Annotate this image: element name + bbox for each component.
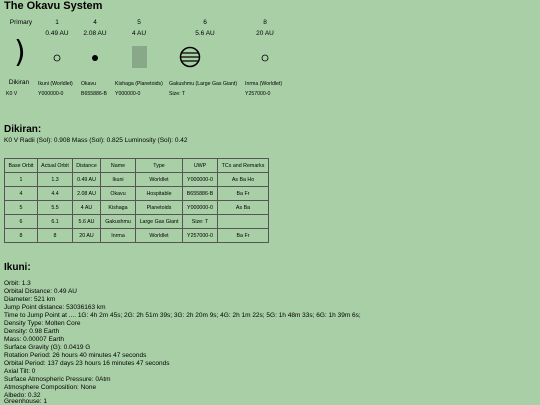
body-code: K0 V (6, 91, 18, 97)
orbit-distance: 4 AU (131, 30, 147, 37)
detail-line: Diameter: 521 km (4, 296, 56, 303)
detail-line: Density Type: Molten Core (4, 320, 81, 327)
detail-line: Greenhouse: 1 (4, 398, 48, 405)
table-row (5, 201, 269, 215)
table-cell: 20 AU (73, 229, 101, 243)
column-header: UWP (183, 159, 218, 173)
table-cell: Y000000-0 (183, 173, 218, 187)
body-name: Okavu (81, 81, 96, 87)
table-cell: 4 AU (73, 201, 101, 215)
star-arc-icon: ) (14, 35, 26, 70)
table-cell: 1.3 (38, 173, 73, 187)
table-cell: Planetoids (136, 201, 183, 215)
table-cell: 8 (5, 229, 38, 243)
asteroid-belt-icon (131, 45, 148, 69)
table-row (5, 215, 269, 229)
column-header: Base Orbit (5, 159, 38, 173)
orbit-distance: 5.6 AU (195, 30, 215, 37)
orbit-distance: 20 AU (256, 30, 274, 37)
star-summary: K0 V Radii (Sol): 0.908 Mass (Sol): 0.825 Luminosity (Sol): 0.42 (4, 137, 188, 144)
table-cell: Inrma (101, 229, 136, 243)
table-cell: B655886-B (183, 187, 218, 201)
body-code: Size: T (169, 91, 186, 97)
body-name: Dikiran (8, 79, 30, 86)
detail-line: Axial Tilt: 0 (4, 368, 36, 375)
table-cell: 6.1 (38, 215, 73, 229)
column-header: Distance (73, 159, 101, 173)
table-row (5, 187, 269, 201)
column-header: Name (101, 159, 136, 173)
orbit-distance: 0.49 AU (45, 30, 69, 37)
detail-line: Surface Gravity (G): 0.0419 G (4, 344, 91, 351)
table-header-row (5, 159, 269, 173)
body-code: Y257000-0 (245, 91, 271, 97)
orbit-label-primary: Primary (9, 19, 33, 26)
gas-giant-icon (179, 46, 201, 68)
table-cell (218, 215, 269, 229)
table-cell: 8 (38, 229, 73, 243)
page-title: The Okavu System (4, 0, 103, 12)
body-name: Gakushmu (Large Gas Giant) (169, 81, 238, 87)
table-cell: Worldlet (136, 173, 183, 187)
orbit-number: 5 (137, 19, 141, 26)
table-cell: 0.49 AU (73, 173, 101, 187)
body-name: Inrma (Worldlet) (245, 81, 283, 87)
detail-line: Rotation Period: 26 hours 40 minutes 47 seconds (4, 352, 147, 359)
table-row (5, 173, 269, 187)
table-cell: Kishaga (101, 201, 136, 215)
orbit-number: 8 (263, 19, 267, 26)
detail-line: Density: 0.98 Earth (4, 328, 60, 335)
table-cell: 5.6 AU (73, 215, 101, 229)
table-cell: 5 (5, 201, 38, 215)
detail-line: Jump Point distance: 53036163 km (4, 304, 106, 311)
body-code: B655886-B (81, 91, 107, 97)
detail-line: Albedo: 0.32 (4, 392, 41, 399)
orbit-number: 4 (93, 19, 97, 26)
orbit-number: 1 (55, 19, 59, 26)
detail-line: Time to Jump Point at .... 1G: 4h 2m 45s; 2G: 2h 51m 39s; 3G: 2h 20m 9s; 4G: 2h 1m 22s; 5G: 1h 48m 33s; 6G: 1h 39m 6s; (4, 312, 361, 319)
detail-line: Mass: 0.00007 Earth (4, 336, 64, 343)
column-header: Actual Orbit (38, 159, 73, 173)
table-cell: As Ba Ho (218, 173, 269, 187)
table-cell: Large Gas Giant (136, 215, 183, 229)
small-ring-icon (261, 54, 269, 62)
table-cell: Ikuni (101, 173, 136, 187)
table-cell: 4 (5, 187, 38, 201)
body-code: Y000000-0 (115, 91, 141, 97)
star-heading: Dikiran: (4, 124, 42, 135)
filled-dot-icon (91, 54, 99, 62)
table-cell: Okavu (101, 187, 136, 201)
table-cell: Ba Fr (218, 229, 269, 243)
table-cell: Size: T (183, 215, 218, 229)
body-code: Y000000-0 (38, 91, 64, 97)
body-name: Kishaga (Planetoids) (115, 81, 163, 87)
orbit-distance: 2.08 AU (83, 30, 107, 37)
table-cell: 2.08 AU (73, 187, 101, 201)
table-cell: As Ba (218, 201, 269, 215)
detail-line: Orbital Period: 137 days 23 hours 16 minutes 47 seconds (4, 360, 170, 367)
table-cell: 6 (5, 215, 38, 229)
column-header: TCs and Remarks (218, 159, 269, 173)
table-cell: Worldlet (136, 229, 183, 243)
orbit-number: 6 (203, 19, 207, 26)
small-ring-icon (53, 54, 61, 62)
table-row (5, 229, 269, 243)
orbit-table (4, 158, 269, 243)
table-cell: 4.4 (38, 187, 73, 201)
body-name: Ikuni (Worldlet) (38, 81, 73, 87)
table-cell: 1 (5, 173, 38, 187)
detail-line: Surface Atmospheric Pressure: 0Atm (4, 376, 111, 383)
table-cell: Hospitable (136, 187, 183, 201)
table-cell: Y257000-0 (183, 229, 218, 243)
table-cell: Gakushmu (101, 215, 136, 229)
detail-line: Orbital Distance: 0.49 AU (4, 288, 77, 295)
detail-line: Atmosphere Composition: None (4, 384, 97, 391)
detail-line: Orbit: 1.3 (4, 280, 31, 287)
table-cell: Y000000-0 (183, 201, 218, 215)
table-cell: Ba Fr (218, 187, 269, 201)
world-heading: Ikuni: (4, 262, 31, 273)
column-header: Type (136, 159, 183, 173)
table-cell: 5.5 (38, 201, 73, 215)
